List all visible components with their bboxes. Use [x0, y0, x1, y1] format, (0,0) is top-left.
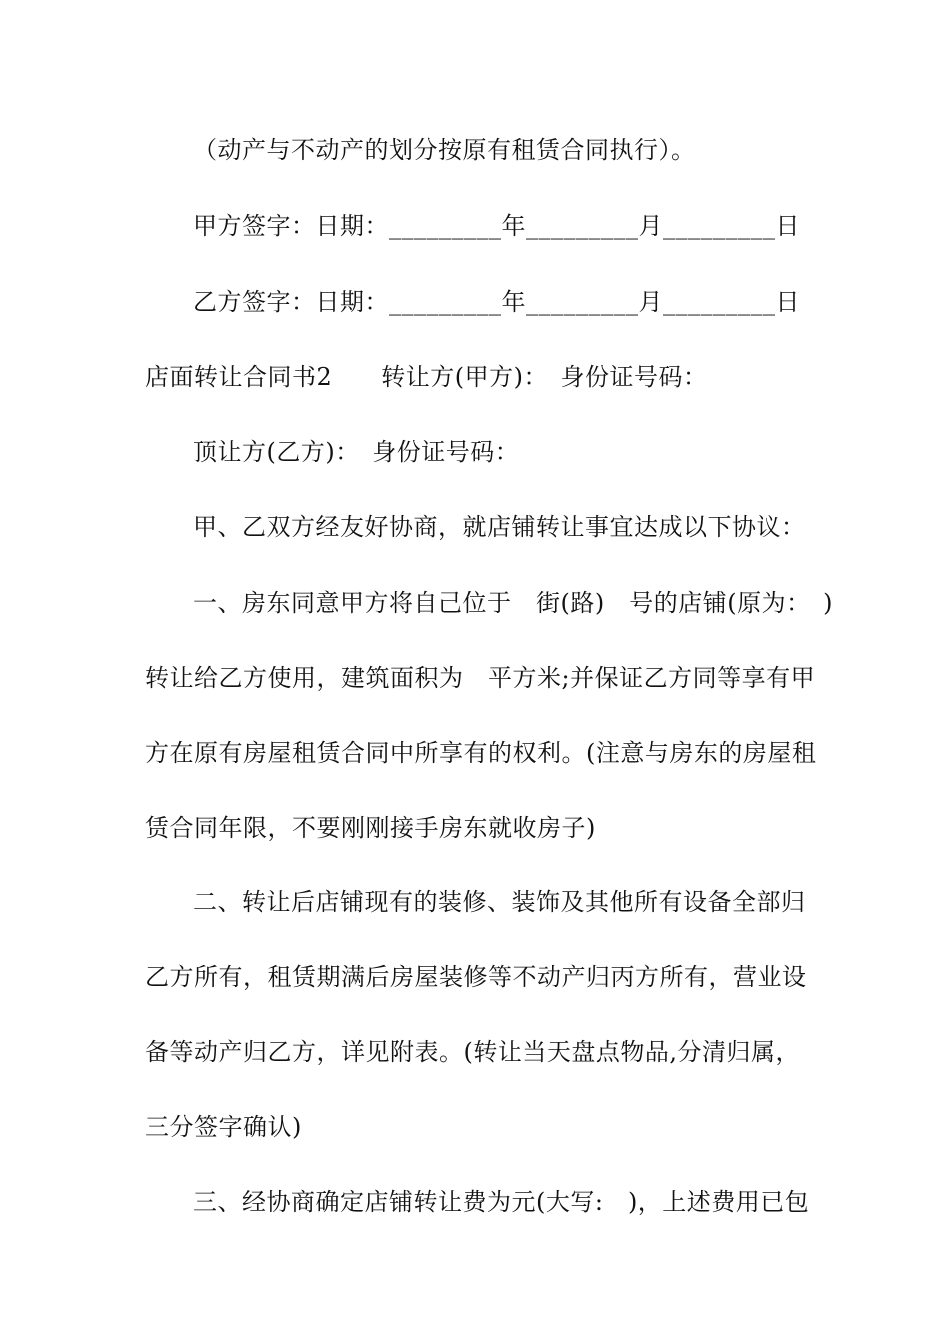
- clause-movable-property-note: （动产与不动产的划分按原有租赁合同执行）。: [193, 136, 696, 164]
- contract-title-transferor: 店面转让合同书2 转让方(甲方)： 身份证号码：: [145, 363, 708, 391]
- clause-one-line-3: 方在原有房屋租赁合同中所享有的权利。(注意与房东的房屋租: [145, 739, 817, 767]
- clause-two-line-2: 乙方所有，租赁期满后房屋装修等不动产归丙方所有，营业设: [145, 963, 807, 991]
- clause-two-line-4: 三分签字确认): [145, 1113, 302, 1141]
- clause-one-line-1: 一、房东同意甲方将自己位于 街(路) 号的店铺(原为： ): [193, 589, 833, 617]
- agreement-intro: 甲、乙双方经友好协商，就店铺转让事宜达成以下协议：: [193, 513, 806, 541]
- party-a-signature-date: 甲方签字：日期：_________年_________月_________日: [193, 212, 800, 240]
- clause-three-line-1: 三、经协商确定店铺转让费为元(大写: )，上述费用已包: [193, 1188, 810, 1216]
- clause-one-line-2: 转让给乙方使用，建筑面积为 平方米;并保证乙方同等享有甲: [145, 664, 816, 692]
- clause-one-line-4: 赁合同年限，不要刚刚接手房东就收房子): [145, 814, 596, 842]
- clause-two-line-3: 备等动产归乙方，详见附表。(转让当天盘点物品,分清归属，: [145, 1038, 800, 1066]
- party-b-signature-date: 乙方签字：日期：_________年_________月_________日: [193, 288, 800, 316]
- transferee-line: 顶让方(乙方)： 身份证号码：: [193, 438, 520, 466]
- clause-two-line-1: 二、转让后店铺现有的装修、装饰及其他所有设备全部归: [193, 888, 806, 916]
